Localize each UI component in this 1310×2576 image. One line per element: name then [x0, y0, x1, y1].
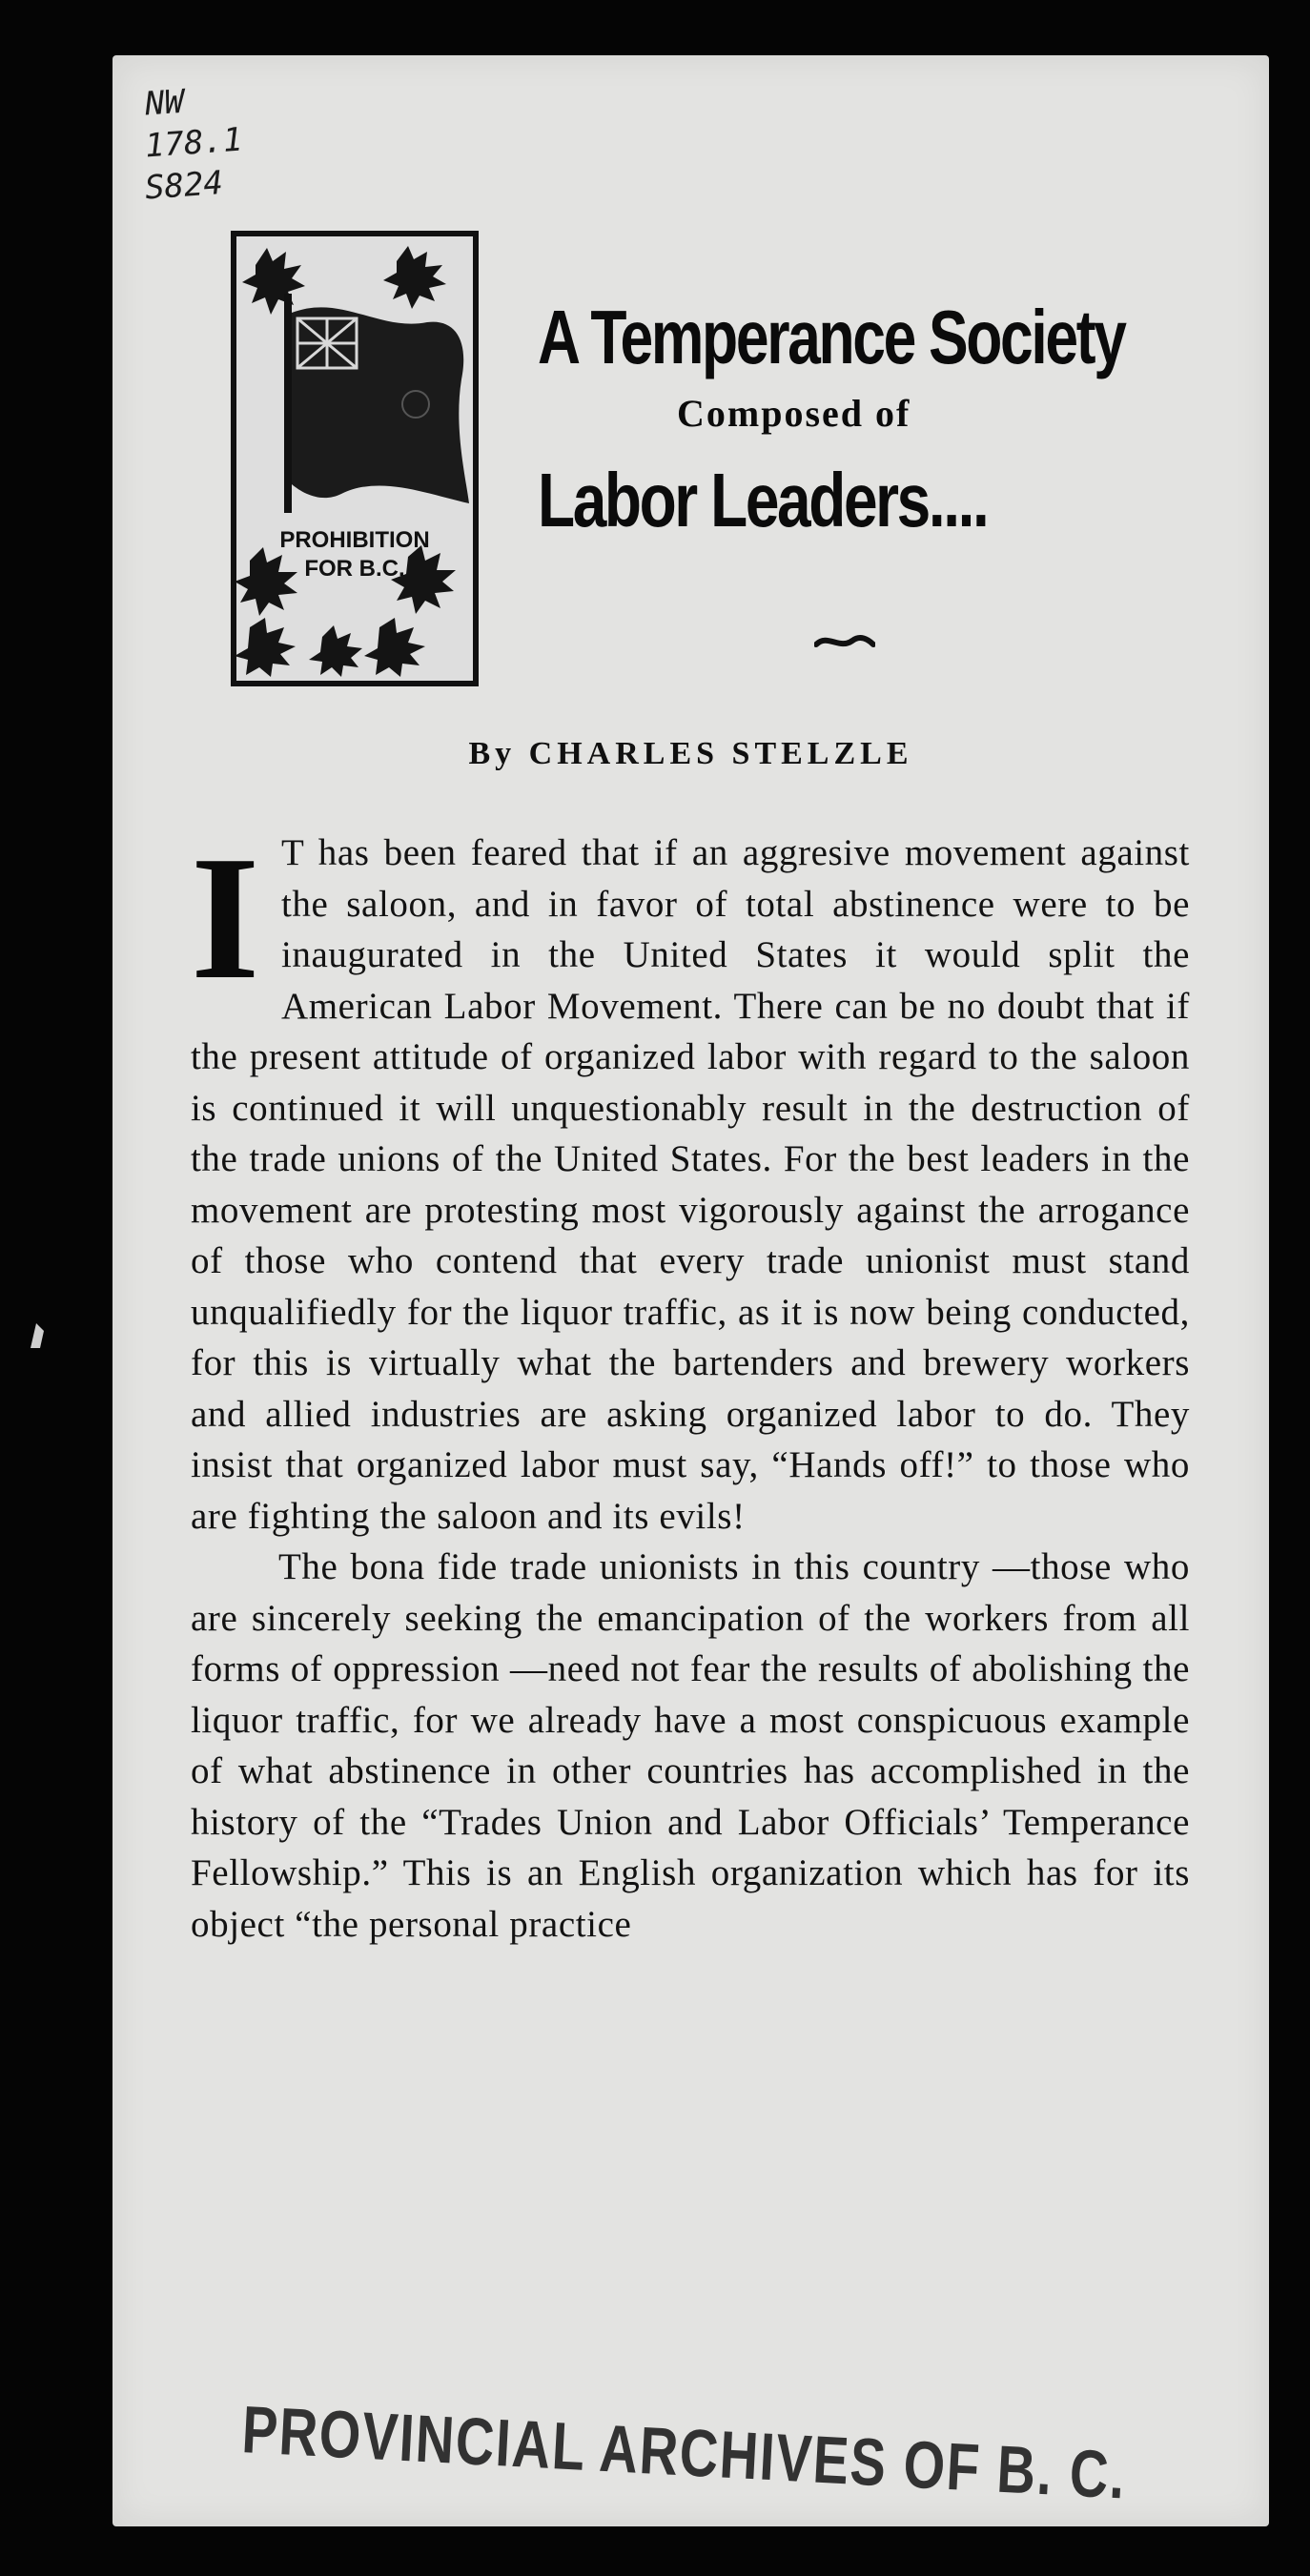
archive-stamp: PROVINCIAL ARCHIVES OF B. C. [239, 2392, 1129, 2513]
document-page [113, 55, 1269, 2526]
emblem-caption-line-1: PROHIBITION [279, 527, 430, 553]
paragraph-1-text: T has been feared that if an aggresive movement against the saloon, and in favor of total abstinence were to be inaugurated in the United States it would split the American Labor Movement. There can be no doubt that if the present attitude of organized labor with regard to the saloon is continued it will unquestionably result in the destruction of the trade unions of the United States. For the best leaders in the movement are protesting most vigorously against the arrogance of those who contend that every trade unionist must stand unqualifiedly for the liquor traffic, as it is now being conducted, for this is virtually what the bartenders and brewery workers and allied industries are asking organized labor to do. They insist that organized labor must say, “Hands off!” to those who are fighting the saloon and its evils! [191, 832, 1190, 1537]
emblem-caption-line-2: FOR B.C. [304, 556, 405, 582]
author-byline: By CHARLES STELZLE [468, 736, 913, 771]
article-title [522, 294, 1269, 544]
call-number [145, 80, 242, 206]
dust-speck-icon [27, 1319, 48, 1352]
call-number-line-3: S824 [143, 163, 225, 208]
title-line-2: Composed of [677, 392, 911, 435]
title-line-3: Labor Leaders.... [538, 458, 988, 542]
prohibition-emblem [231, 231, 479, 686]
call-number-line-2: 178.1 [143, 120, 244, 166]
paragraph-1 [191, 820, 1190, 1542]
paragraph-2: The bona fide trade unionists in this country —those who are sincerely seeking the emancipation of the workers from all forms of oppression —need not fear the results of abolishing the liquor traffic, for we already have a most conspicuous example of what abstinence in other countries has accomplished in the history of the “Trades Union and Labor Officials’ Temperance Fellowship.” This is an English organization which has for its object “the personal practice [191, 1546, 1190, 1945]
drop-cap: I [191, 820, 260, 1016]
call-number-line-1: NW [143, 82, 186, 124]
title-line-1: A Temperance Society [538, 295, 1125, 379]
flag-emblem-icon [236, 236, 473, 681]
article-body [191, 820, 1190, 1950]
swash-ornament-icon [814, 631, 875, 654]
